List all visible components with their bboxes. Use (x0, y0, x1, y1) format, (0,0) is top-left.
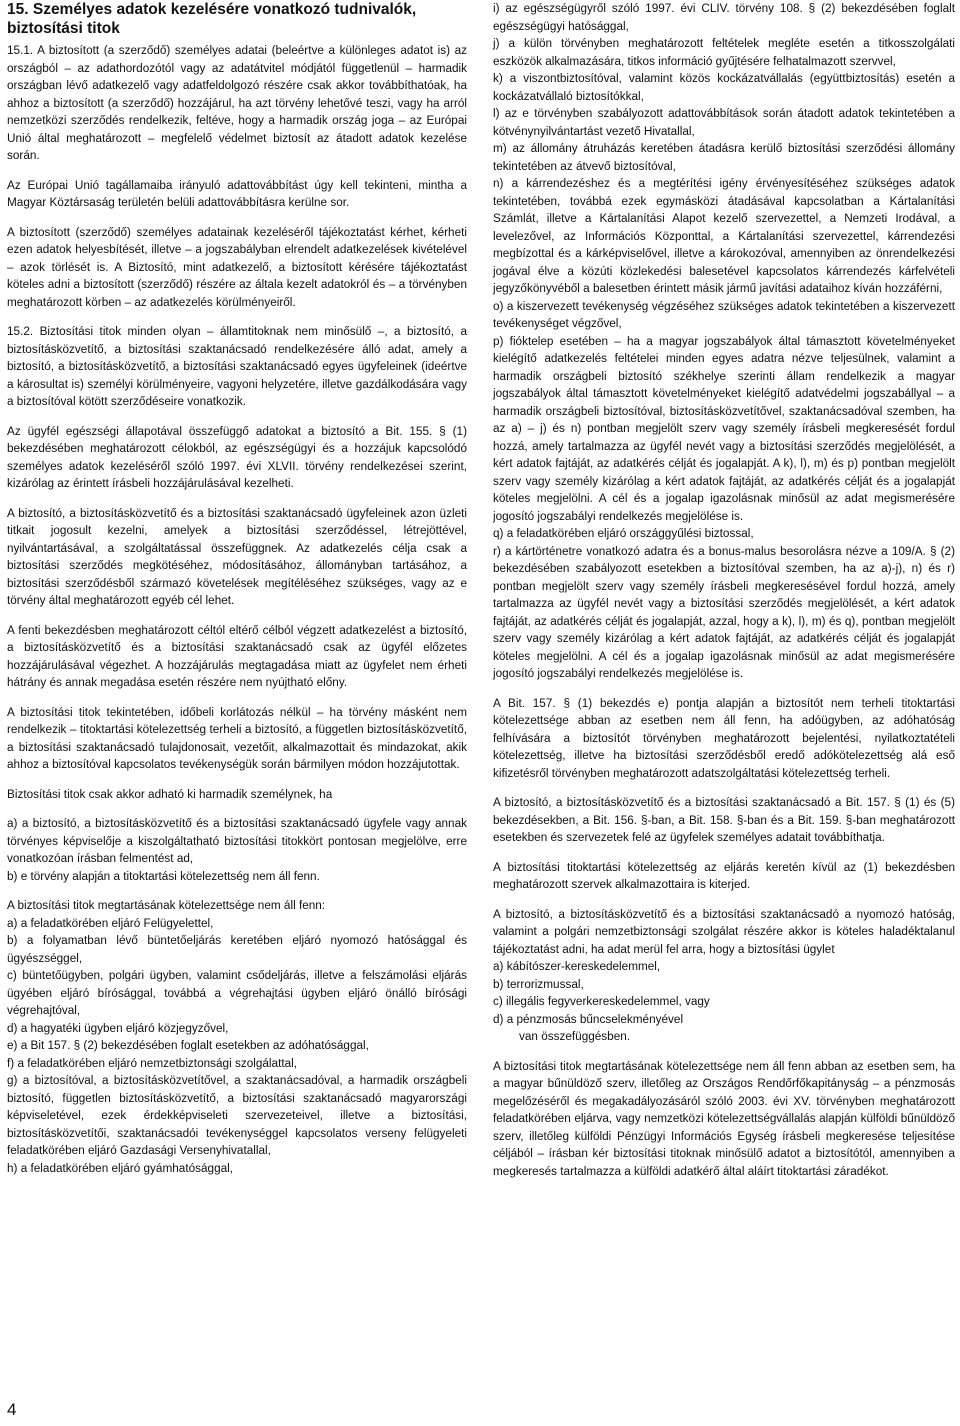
list-item: e) a Bit 157. § (2) bekezdésében foglalt esetekben az adóhatósággal, (7, 1039, 369, 1052)
paragraph: A fenti bekezdésben meghatározott céltól eltérő célból végzett adatkezelést a biztosító, a biztosításközvetítő és a biztosítási szaktanácsadó csak az ügyfél előzetes hozzájárulásával végezhet. A hozzájárulás megtagadása miatt az ügyfelet nem érheti hátrány és annak megadása esetén részére nem nyújtható előny. (7, 623, 467, 689)
list-item: n) a kárrendezéshez és a megtérítési igény érvényesítéséhez szükséges adatok tekintetében, továbbá ezek egymásközi átadásával kapcsolatban a Kártalanítási Számlát, illetve a Kártalanítási Alapot kezelő szervezettel, a Nemzeti Irodával, a levelezővel, az Információs Központtal, a Kártalanítási szervezettel, kárrendezési megbízottal és a kárképviselővel, illetve a károkozóval, amennyiben az önrendelkezési jogával élve a közúti közlekedési balesetével kapcsolatos kárrendezés kárfelvételi jegyzőkönyvéből a balesetben érintett másik jármű javítási adataihoz kíván hozzáférni, (493, 177, 955, 295)
list-item: j) a külön törvényben meghatározott feltételek megléte esetén a titkosszolgálati eszközök alkalmazására, titkos információ gyűjtésére felhatalmazott szervvel, (493, 37, 955, 68)
list-item: c) illegális fegyverkereskedelemmel, vagy (493, 995, 710, 1008)
list-item: h) a feladatkörében eljáró gyámhatósággal, (7, 1161, 234, 1175)
list-intro: A biztosítási titok megtartásának kötelezettsége nem áll fenn: (7, 899, 326, 912)
right-column (493, 0, 955, 1192)
paragraph: 15.2. Biztosítási titok minden olyan – államtitoknak nem minősülő –, a biztosító, a biztosításközvetítő, a biztosítási szaktanácsadó rendelkezésére álló adat, amely a biztosító, a biztosításközvetítő, a biztosítási szaktanácsadó egyes ügyfeleinek (ideértve a károsultat is) személyi körülményeire, vagyoni helyzetére, illetve gazdálkodására vagy a biztosítóval kötött szerződéseire vonatkozik. (7, 325, 467, 408)
paragraph: A biztosítási titoktartási kötelezettség az eljárás keretén kívül az (1) bekezdésben meghatározott szervek alkalmazottaira is kiterjed. (493, 860, 955, 891)
paragraph: 15.1. A biztosított (a szerződő) személyes adatai (beleértve a különleges adatot is) az országból – az adathordozótól vagy az adatátvitel módjától függetlenül – harmadik országban lévő adatkezelő vagy adatfeldolgozó részére csak akkor továbbíthatóak, ha ahhoz a biztosított (a szerződő) hozzájárul, ha azt törvény lehetővé teszi, vagy ha arról nemzetközi szerződés rendelkezik, feltéve, hogy a harmadik ország joga – az Európai Unió által meghatározott – megfelelő védelmet biztosít az átadott adatok kezelése során. (7, 44, 467, 162)
list-item: b) terrorizmussal, (493, 977, 584, 991)
list-item: a) a feladatkörében eljáró Felügyelettel, (7, 916, 214, 930)
list-item: a) a biztosító, a biztosításközvetítő és a biztosítási szaktanácsadó ügyfele vagy annak törvényes képviselője a kiszolgáltatható biztosítási titokkört pontosan megjelölve, erre vonatkozóan írásban felmentést ad, (7, 817, 467, 865)
list-item: m) az állomány átruházás keretében átadásra kerülő biztosítási szerződési állomány tekintetében az átvevő biztosítóval, (493, 142, 955, 173)
list-item: q) a feladatkörében eljáró országgyűlési biztossal, (493, 527, 754, 540)
paragraph: A biztosítási titok megtartásának kötelezettsége nem áll fenn abban az esetben sem, ha a magyar bűnüldöző szerv, illetőleg az Országos Rendőrfőkapitányság – a pénzmosás megelőzéséről és megakadályozásáról szóló 2003. évi XV. törvényben meghatározott feladatkörében eljárva, vagy nemzetközi kötelezettségvállalás alapján külföldi bűnüldöző szerv, illetőleg külföldi Pénzügyi Információs Egység írásbeli megkeresése teljesítése céljából – írásban kér biztosítási titoknak minősülő adatot a biztosítótól, amennyiben a megkeresés tartalmazza a külföldi adatkérő által aláírt titoktartási záradékot. (493, 1059, 955, 1178)
list-close: van összefüggésben. (519, 1030, 631, 1043)
list-item: b) a folyamatban lévő büntetőeljárás keretében eljáró nyomozó hatósággal és ügyészséggel, (7, 934, 467, 965)
list-item: g) a biztosítóval, a biztosításközvetítővel, a szaktanácsadóval, a harmadik országbeli biztosító, független biztosításközvetítő, a biztosítási szaktanácsadó magyarországi képviseletével, ezek érdekképviseleti szervezeteivel, illetve a biztosítási, biztosításközvetítői, szaktanácsadói tevékenységgel kapcsolatos verseny felügyeleti feladatkörében eljáró Gazdasági Versenyhivatallal, (7, 1074, 467, 1157)
paragraph: Biztosítási titok csak akkor adható ki harmadik személynek, ha (7, 787, 333, 801)
list-intro: A biztosító, a biztosításközvetítő és a biztosítási szaktanácsadó a nyomozó hatóság, valamint a polgári nemzetbiztonsági szolgálat részére akkor is köteles haladéktalanul tájékoztatást adni, ha adat merül fel arra, hogy a biztosítási ügylet (493, 907, 955, 956)
list-item: i) az egészségügyről szóló 1997. évi CLIV. törvény 108. § (2) bekezdésében foglalt egészségügyi hatósággal, (493, 2, 955, 33)
paragraph: A biztosított (szerződő) személyes adatainak kezeléséről tájékoztatást kérhet, kérheti ezen adatok helyesbítését, illetve – a jogszabályban elrendelt adatkezelések kivételével – azok törlését is. A Biztosító, mint adatkezelő, a biztosított kérésére tájékoztatást köteles adni a biztosított (szerződő) részére az általa kezelt adatokról és – a törvényben meghatározott körben – az adatkezelés körülményeiről. (7, 225, 467, 309)
list-item: o) a kiszervezett tevékenység végzéséhez szükséges adatok tekintetében a kiszervezett tevékenységet végzővel, (493, 299, 955, 330)
paragraph: A biztosító, a biztosításközvetítő és a biztosítási szaktanácsadó ügyfeleinek azon üzleti titkait jogosult kezelni, amelyek a biztosítási szerződéssel, létrejöttével, nyilvántartásával, a szolgáltatással összefüggnek. Az adatkezelés célja csak a biztosítási szerződés megkötéséhez, módosításához, állományban tartásához, a biztosítási szerződésből származó követelések megítéléséhez szükséges, vagy az e törvény által meghatározott egyéb cél lehet. (7, 506, 467, 607)
list-item: r) a kártörténetre vonatkozó adatra és a bonus-malus besorolásra nézve a 109/A. § (2) bekezdésében szabályozott esetekben a biztosítóval szemben, ha az a)-j), n) és r) pontban megjelölt szerv vagy személy írásbeli megkeresésével fordul hozzá, amely tartalmazza az ügyfél nevét vagy a biztosítási szerződés megjelölését, a kért adatok fajtáját, az adatkérés célját és jogalapját, azzal, hogy a k), l), m) és q), pontban megjelölt szerv vagy személy kizárólag a kért adatok fajtáját, az adatkérés célját és jogalapját köteles megjelölni. A cél és a jogalap igazolásnak minősül az adat megismerésére jogosító jogszabályi rendelkezés megjelölése is. (493, 544, 955, 680)
list-item: c) büntetőügyben, polgári ügyben, valamint csődeljárás, illetve a felszámolási eljárás ügyében eljáró bírósággal, továbbá a végrehajtási ügyben eljáró önálló bírósági végrehajtóval, (7, 969, 467, 1017)
list-item: d) a hagyatéki ügyben eljáró közjegyzővel, (7, 1021, 229, 1035)
paragraph: Az Európai Unió tagállamaiba irányuló adattovábbítást úgy kell tekinteni, mintha a Magyar Köztársaság területén belüli adattovábbításra kerülne sor. (7, 178, 467, 209)
paragraph: A biztosító, a biztosításközvetítő és a biztosítási szaktanácsadó a Bit. 157. § (1) és (5) bekezdésekben, a Bit. 156. §-ban, a Bit. 158. §-ban és a Bit. 159. §-ban meghatározott esetekben és szervezetek felé az ügyfelek személyes adatait továbbíthatja. (493, 796, 955, 844)
list-item: p) fióktelep esetében – ha a magyar jogszabályok által támasztott követelményeket kielégítő adatkezelés feltételei minden egyes adatra nézve teljesülnek, valamint a harmadik országbeli biztosító székhelye szerinti állam rendelkezik a magyar jogszabályok által támasztott követelményeket kielégítő adatvédelmi jogszabállyal – a harmadik országbeli biztosítóval, biztosításközvetítővel, szaktanácsadóval szemben, ha az a) – j) és n) pontban megjelölt szerv vagy személy írásbeli megkeresését fordul hozzá, amely tartalmazza az ügyfél nevét vagy a biztosítási szerződés megjelölését, a kért adatok fajtáját, az adatkérés célját és jogalapját. A k), l), m) és p) pontban megjelölt szerv vagy személy kizárólag a kért adatok fajtáját, az adatkérés célját és a jogalapját köteles megjelölni. A cél és a jogalap igazolásnak minősül az adat megismerésére jogosító jogszabályi rendelkezés megjelölése is. (493, 334, 955, 523)
left-column (7, 0, 467, 1177)
list-item: d) a pénzmosás bűncselekményével (493, 1012, 684, 1026)
page-number: 4 (7, 1400, 17, 1419)
paragraph: A Bit. 157. § (1) bekezdés e) pontja alapján a biztosítót nem terheli titoktartási kötelezettsége abban az esetben nem áll fenn, ha adóügyben, az adóhatóság felhívására a biztosítót törvényben meghatározott bejelentési, nyilatkoztatételi kötelezettség, illetve ha biztosítási szerződésből eredő adókötelezettség alá eső kifizetésről törvényben meghatározott adatszolgáltatási kötelezettség terheli. (493, 696, 955, 780)
section-title: 15. Személyes adatok kezelésére vonatkozó tudnivalók, biztosítási titok (7, 1, 417, 37)
paragraph: Az ügyfél egészségi állapotával összefüggő adatokat a biztosító a Bit. 155. § (1) bekezdésében meghatározott célokból, az egészségügyi és a hozzájuk kapcsolódó személyes adatok kezeléséről szóló 1997. évi XLVII. törvény rendelkezései szerint, kizárólag az érintett írásbeli hozzájárulásával kezelheti. (7, 424, 467, 490)
list-item: k) a viszontbiztosítóval, valamint közös kockázatvállalás (együttbiztosítás) esetén a kockázatvállaló biztosítókkal, (493, 72, 955, 103)
list-item: b) e törvény alapján a titoktartási kötelezettség nem áll fenn. (7, 869, 320, 883)
list-item: l) az e törvényben szabályozott adattovábbítások során átadott adatok tekintetében a kötvénynyilvántartást vezető Hivatallal, (493, 107, 955, 138)
list-item: f) a feladatkörében eljáró nemzetbiztonsági szolgálattal, (7, 1056, 298, 1070)
paragraph: A biztosítási titok tekintetében, időbeli korlátozás nélkül – ha törvény másként nem rendelkezik – titoktartási kötelezettség terheli a biztosító, a független biztosításközvetítő, a biztosítási szaktanácsadó tulajdonosait, vezetőit, alkalmazottait és mindazokat, akik ahhoz a biztosítóval kapcsolatos tevékenységük során bármilyen módon hozzájutottak. (7, 705, 467, 771)
list-item: a) kábítószer-kereskedelemmel, (493, 960, 661, 973)
